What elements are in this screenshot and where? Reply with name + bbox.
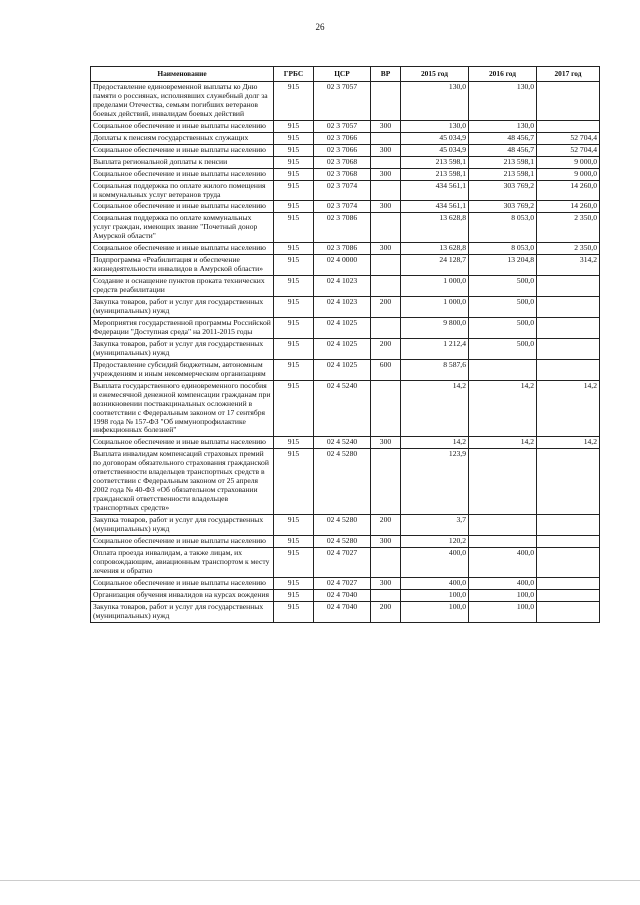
- page-number: 26: [315, 22, 325, 32]
- row-2016-cell: 14,2: [469, 380, 537, 437]
- row-2015-cell: 1 212,4: [401, 338, 469, 359]
- row-2016-cell: 100,0: [469, 601, 537, 622]
- row-2017-cell: 14,2: [537, 380, 600, 437]
- row-2017-cell: 52 704,4: [537, 132, 600, 144]
- table-body: [91, 82, 600, 623]
- row-vr-cell: 200: [371, 601, 401, 622]
- row-vr-cell: [371, 255, 401, 276]
- header-name: Наименование: [91, 67, 274, 82]
- row-name-cell: Закупка товаров, работ и услуг для государственных (муниципальных) нужд: [91, 515, 274, 536]
- row-2017-cell: 314,2: [537, 255, 600, 276]
- row-grbs-cell: 915: [274, 515, 314, 536]
- row-2016-cell: 213 598,1: [469, 168, 537, 180]
- row-name-cell: Социальное обеспечение и иные выплаты населению: [91, 535, 274, 547]
- row-2015-cell: 8 587,6: [401, 359, 469, 380]
- row-2015-cell: 1 000,0: [401, 276, 469, 297]
- row-grbs-cell: 915: [274, 213, 314, 243]
- row-name-cell: Оплата проезда инвалидам, а также лицам, их сопровождающим, авиационным транспортом к месту лечения и обратно: [91, 547, 274, 577]
- row-csr-cell: 02 3 7068: [314, 168, 371, 180]
- table-row: [91, 338, 600, 359]
- table-row: [91, 515, 600, 536]
- row-2017-cell: [537, 515, 600, 536]
- row-grbs-cell: 915: [274, 132, 314, 144]
- row-grbs-cell: 915: [274, 601, 314, 622]
- row-2015-cell: 14,2: [401, 380, 469, 437]
- row-csr-cell: 02 3 7068: [314, 156, 371, 168]
- row-name-cell: Социальная поддержка по оплате коммунальных услуг граждан, имеющих звание "Почетный донор Амурской области": [91, 213, 274, 243]
- row-2015-cell: 120,2: [401, 535, 469, 547]
- row-grbs-cell: 915: [274, 120, 314, 132]
- row-2015-cell: 1 000,0: [401, 297, 469, 318]
- table-row: [91, 180, 600, 201]
- row-2017-cell: 2 350,0: [537, 243, 600, 255]
- header-grbs: ГРБС: [274, 67, 314, 82]
- row-csr-cell: 02 4 5240: [314, 437, 371, 449]
- row-2015-cell: 45 034,9: [401, 132, 469, 144]
- table-row: [91, 156, 600, 168]
- row-2016-cell: 8 053,0: [469, 243, 537, 255]
- row-name-cell: Выплата региональной доплаты к пенсии: [91, 156, 274, 168]
- row-2015-cell: 13 628,8: [401, 213, 469, 243]
- row-vr-cell: [371, 449, 401, 515]
- row-grbs-cell: 915: [274, 437, 314, 449]
- row-csr-cell: 02 3 7086: [314, 213, 371, 243]
- table-row: [91, 132, 600, 144]
- row-vr-cell: 200: [371, 515, 401, 536]
- row-2016-cell: 303 769,2: [469, 180, 537, 201]
- row-2016-cell: 500,0: [469, 317, 537, 338]
- row-2016-cell: 48 456,7: [469, 132, 537, 144]
- table-row: [91, 168, 600, 180]
- row-2017-cell: [537, 601, 600, 622]
- row-2015-cell: 130,0: [401, 82, 469, 121]
- row-csr-cell: 02 4 0000: [314, 255, 371, 276]
- row-csr-cell: 02 4 5280: [314, 449, 371, 515]
- row-2015-cell: 400,0: [401, 577, 469, 589]
- row-2015-cell: 100,0: [401, 601, 469, 622]
- table-row: [91, 380, 600, 437]
- row-name-cell: Предоставление субсидий бюджетным, автономным учреждениям и иным некоммерческим организациям: [91, 359, 274, 380]
- row-csr-cell: 02 4 7040: [314, 589, 371, 601]
- budget-table: [90, 66, 600, 623]
- row-2016-cell: 130,0: [469, 82, 537, 121]
- row-2016-cell: 400,0: [469, 547, 537, 577]
- row-grbs-cell: 915: [274, 201, 314, 213]
- row-vr-cell: 300: [371, 535, 401, 547]
- row-2015-cell: 434 561,1: [401, 201, 469, 213]
- row-2015-cell: 45 034,9: [401, 144, 469, 156]
- row-csr-cell: 02 4 7040: [314, 601, 371, 622]
- row-name-cell: Организация обучения инвалидов на курсах вождения: [91, 589, 274, 601]
- row-2017-cell: [537, 535, 600, 547]
- table-header-row: [91, 67, 600, 82]
- row-2016-cell: 8 053,0: [469, 213, 537, 243]
- row-csr-cell: 02 4 1023: [314, 297, 371, 318]
- row-2016-cell: 303 769,2: [469, 201, 537, 213]
- row-vr-cell: 300: [371, 437, 401, 449]
- row-2015-cell: 213 598,1: [401, 156, 469, 168]
- row-2016-cell: 500,0: [469, 276, 537, 297]
- row-2017-cell: 14 260,0: [537, 180, 600, 201]
- row-grbs-cell: 915: [274, 82, 314, 121]
- row-2015-cell: 14,2: [401, 437, 469, 449]
- row-2016-cell: 13 204,8: [469, 255, 537, 276]
- row-grbs-cell: 915: [274, 168, 314, 180]
- row-2017-cell: [537, 317, 600, 338]
- table-row: [91, 437, 600, 449]
- row-2015-cell: 3,7: [401, 515, 469, 536]
- row-grbs-cell: 915: [274, 589, 314, 601]
- row-2017-cell: [537, 577, 600, 589]
- row-vr-cell: 300: [371, 120, 401, 132]
- row-vr-cell: [371, 180, 401, 201]
- row-2017-cell: [537, 547, 600, 577]
- row-2015-cell: 13 628,8: [401, 243, 469, 255]
- row-2017-cell: [537, 276, 600, 297]
- row-2015-cell: 9 800,0: [401, 317, 469, 338]
- row-vr-cell: [371, 380, 401, 437]
- row-name-cell: Доплаты к пенсиям государственных служащих: [91, 132, 274, 144]
- row-vr-cell: 300: [371, 201, 401, 213]
- row-csr-cell: 02 4 1023: [314, 276, 371, 297]
- row-2017-cell: 14 260,0: [537, 201, 600, 213]
- row-2017-cell: [537, 449, 600, 515]
- row-csr-cell: 02 3 7074: [314, 201, 371, 213]
- table-row: [91, 201, 600, 213]
- row-2017-cell: [537, 338, 600, 359]
- row-csr-cell: 02 4 7027: [314, 577, 371, 589]
- row-vr-cell: 200: [371, 338, 401, 359]
- row-grbs-cell: 915: [274, 380, 314, 437]
- table-row: [91, 577, 600, 589]
- row-grbs-cell: 915: [274, 156, 314, 168]
- row-2017-cell: [537, 82, 600, 121]
- row-vr-cell: 300: [371, 577, 401, 589]
- row-2017-cell: [537, 589, 600, 601]
- row-grbs-cell: 915: [274, 547, 314, 577]
- table-row: [91, 547, 600, 577]
- row-name-cell: Создание и оснащение пунктов проката технических средств реабилитации: [91, 276, 274, 297]
- row-2016-cell: 500,0: [469, 297, 537, 318]
- row-grbs-cell: 915: [274, 535, 314, 547]
- row-csr-cell: 02 3 7066: [314, 132, 371, 144]
- row-2016-cell: 500,0: [469, 338, 537, 359]
- row-name-cell: Закупка товаров, работ и услуг для государственных (муниципальных) нужд: [91, 297, 274, 318]
- row-csr-cell: 02 4 1025: [314, 359, 371, 380]
- row-2017-cell: 9 000,0: [537, 168, 600, 180]
- table-row: [91, 120, 600, 132]
- row-2016-cell: 14,2: [469, 437, 537, 449]
- row-csr-cell: 02 4 7027: [314, 547, 371, 577]
- header-2017: 2017 год: [537, 67, 600, 82]
- row-vr-cell: [371, 276, 401, 297]
- row-name-cell: Социальное обеспечение и иные выплаты населению: [91, 577, 274, 589]
- table-row: [91, 589, 600, 601]
- row-grbs-cell: 915: [274, 577, 314, 589]
- table-row: [91, 144, 600, 156]
- row-csr-cell: 02 3 7057: [314, 120, 371, 132]
- row-name-cell: Социальное обеспечение и иные выплаты населению: [91, 168, 274, 180]
- row-grbs-cell: 915: [274, 449, 314, 515]
- row-grbs-cell: 915: [274, 338, 314, 359]
- row-csr-cell: 02 4 5280: [314, 535, 371, 547]
- row-2016-cell: [469, 449, 537, 515]
- table-row: [91, 82, 600, 121]
- row-vr-cell: 300: [371, 243, 401, 255]
- row-name-cell: Социальное обеспечение и иные выплаты населению: [91, 243, 274, 255]
- row-vr-cell: [371, 156, 401, 168]
- row-grbs-cell: 915: [274, 276, 314, 297]
- bottom-divider: [0, 880, 640, 881]
- table-row: [91, 297, 600, 318]
- row-vr-cell: 300: [371, 168, 401, 180]
- row-2015-cell: 400,0: [401, 547, 469, 577]
- row-name-cell: Мероприятия государственной программы Российской Федерации "Доступная среда" на 2011-2015 годы: [91, 317, 274, 338]
- table-row: [91, 243, 600, 255]
- header-csr: ЦСР: [314, 67, 371, 82]
- row-vr-cell: 300: [371, 144, 401, 156]
- row-2017-cell: 9 000,0: [537, 156, 600, 168]
- row-2016-cell: 213 598,1: [469, 156, 537, 168]
- row-csr-cell: 02 3 7066: [314, 144, 371, 156]
- header-2016: 2016 год: [469, 67, 537, 82]
- row-2017-cell: 52 704,4: [537, 144, 600, 156]
- row-2016-cell: 100,0: [469, 589, 537, 601]
- row-name-cell: Выплата инвалидам компенсаций страховых премий по договорам обязательного страхования гражданской ответственности владельцев транспортных средств в соответствии с Федеральным законом от 25 апреля 2002 года № 40-ФЗ «Об обязательном страховании гражданской ответственности владельцев транспортных средств»: [91, 449, 274, 515]
- row-2016-cell: 400,0: [469, 577, 537, 589]
- row-vr-cell: [371, 213, 401, 243]
- row-2015-cell: 24 128,7: [401, 255, 469, 276]
- row-2017-cell: 2 350,0: [537, 213, 600, 243]
- row-name-cell: Закупка товаров, работ и услуг для государственных (муниципальных) нужд: [91, 338, 274, 359]
- row-2015-cell: 100,0: [401, 589, 469, 601]
- row-vr-cell: 200: [371, 297, 401, 318]
- row-grbs-cell: 915: [274, 180, 314, 201]
- row-grbs-cell: 915: [274, 297, 314, 318]
- row-2017-cell: 14,2: [537, 437, 600, 449]
- table-row: [91, 449, 600, 515]
- row-vr-cell: [371, 547, 401, 577]
- row-2017-cell: [537, 120, 600, 132]
- row-2017-cell: [537, 297, 600, 318]
- row-name-cell: Социальное обеспечение и иные выплаты населению: [91, 144, 274, 156]
- header-2015: 2015 год: [401, 67, 469, 82]
- row-grbs-cell: 915: [274, 243, 314, 255]
- row-csr-cell: 02 3 7074: [314, 180, 371, 201]
- header-vr: ВР: [371, 67, 401, 82]
- row-name-cell: Социальное обеспечение и иные выплаты населению: [91, 120, 274, 132]
- row-csr-cell: 02 4 1025: [314, 338, 371, 359]
- row-2015-cell: 123,9: [401, 449, 469, 515]
- row-name-cell: Предоставление единовременной выплаты ко Дню памяти о россиянах, исполнявших служебный долг за пределами Отечества, семьям погибших ветеранов боевых действий, инвалидам боевых действий: [91, 82, 274, 121]
- row-vr-cell: 600: [371, 359, 401, 380]
- row-csr-cell: 02 4 5240: [314, 380, 371, 437]
- row-csr-cell: 02 4 5280: [314, 515, 371, 536]
- row-2017-cell: [537, 359, 600, 380]
- row-2016-cell: 48 456,7: [469, 144, 537, 156]
- table-row: [91, 535, 600, 547]
- row-name-cell: Подпрограмма «Реабилитация и обеспечение жизнедеятельности инвалидов в Амурской области»: [91, 255, 274, 276]
- row-name-cell: Выплата государственного единовременного пособия и ежемесячной денежной компенсации гражданам при возникновении поствакцинальных осложнений в соответствии с Федеральным законом от 17 сентября 1998 года № 157-ФЗ "Об иммунопрофилактике инфекционных болезней": [91, 380, 274, 437]
- row-name-cell: Социальное обеспечение и иные выплаты населению: [91, 437, 274, 449]
- row-grbs-cell: 915: [274, 317, 314, 338]
- row-grbs-cell: 915: [274, 144, 314, 156]
- row-name-cell: Закупка товаров, работ и услуг для государственных (муниципальных) нужд: [91, 601, 274, 622]
- row-csr-cell: 02 3 7086: [314, 243, 371, 255]
- row-csr-cell: 02 3 7057: [314, 82, 371, 121]
- row-vr-cell: [371, 132, 401, 144]
- row-csr-cell: 02 4 1025: [314, 317, 371, 338]
- row-2015-cell: 213 598,1: [401, 168, 469, 180]
- row-2015-cell: 434 561,1: [401, 180, 469, 201]
- row-2016-cell: [469, 359, 537, 380]
- row-vr-cell: [371, 317, 401, 338]
- table-row: [91, 276, 600, 297]
- table-row: [91, 255, 600, 276]
- table-row: [91, 317, 600, 338]
- row-vr-cell: [371, 82, 401, 121]
- row-name-cell: Социальное обеспечение и иные выплаты населению: [91, 201, 274, 213]
- row-name-cell: Социальная поддержка по оплате жилого помещения и коммунальных услуг ветеранов труда: [91, 180, 274, 201]
- row-2016-cell: [469, 515, 537, 536]
- table-row: [91, 601, 600, 622]
- row-grbs-cell: 915: [274, 359, 314, 380]
- row-2016-cell: 130,0: [469, 120, 537, 132]
- table-row: [91, 213, 600, 243]
- row-grbs-cell: 915: [274, 255, 314, 276]
- table-row: [91, 359, 600, 380]
- row-2015-cell: 130,0: [401, 120, 469, 132]
- row-2016-cell: [469, 535, 537, 547]
- row-vr-cell: [371, 589, 401, 601]
